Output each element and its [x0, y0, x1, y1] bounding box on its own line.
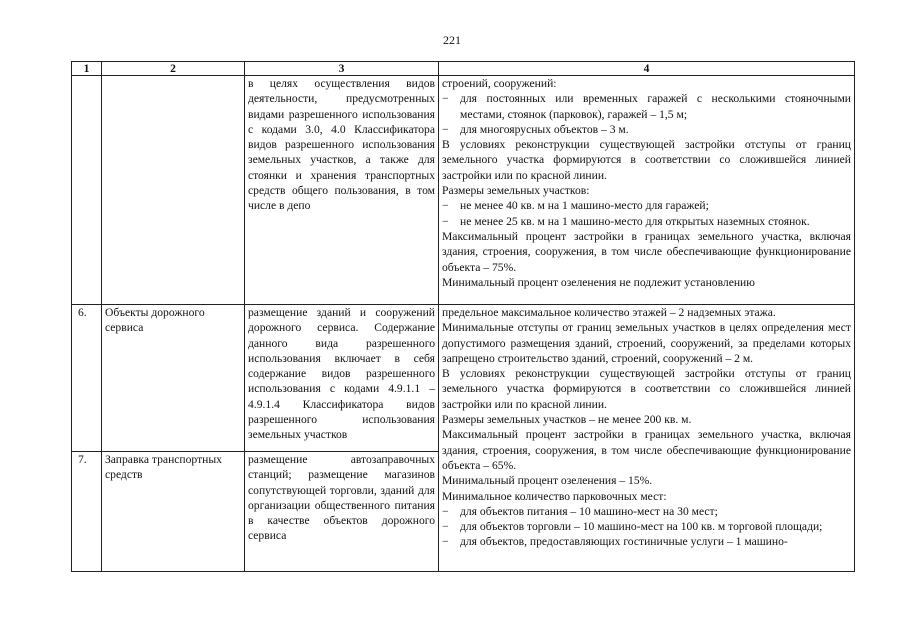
param-paragraph: Минимальный процент озеленения – 15%. — [442, 474, 653, 488]
param-paragraph: Минимальный процент озеленения не подлежит установлению — [442, 275, 755, 289]
dash-bullet-icon: − — [442, 504, 449, 518]
dash-bullet-icon: − — [442, 122, 449, 136]
param-bullet — [442, 519, 851, 534]
column-header-3: 3 — [245, 62, 439, 76]
row-parameters — [439, 76, 855, 305]
column-header-2: 2 — [102, 62, 245, 76]
page-number: 221 — [443, 33, 461, 47]
table-row — [72, 76, 855, 305]
param-bullet-text: для объектов торговли – 10 машино-мест на 100 кв. м торговой площади; — [460, 520, 823, 534]
param-paragraph: В условиях реконструкции существующей застройки отступы от границ земельного участка формируются в соответствии со сложившейся линией застройки или по красной линии. — [442, 138, 851, 182]
param-paragraph: Максимальный процент застройки в границах земельного участка, включая здания, строения, сооружения, в том числе обеспечивающие функционирование объекта – 65%. — [442, 428, 851, 472]
param-bullet — [442, 122, 851, 137]
dash-bullet-icon: − — [442, 92, 449, 106]
param-bullet — [442, 198, 851, 213]
row-number: 7. — [72, 452, 102, 572]
row-name: Заправка транспортных средств — [102, 452, 245, 572]
param-bullet — [442, 534, 851, 549]
param-bullet — [442, 91, 851, 122]
row-description: размещение автозаправочных станций; размещение магазинов сопутствующей торговли, зданий для организации общественного питания в качестве объектов дорожного сервиса — [245, 452, 439, 572]
dash-bullet-icon: − — [442, 520, 449, 534]
dash-bullet-icon: − — [442, 199, 449, 213]
param-paragraph: Максимальный процент застройки в границах земельного участка, включая здания, строения, сооружения, в том числе обеспечивающие функционирование объекта – 75%. — [442, 229, 851, 274]
column-header-4: 4 — [439, 62, 855, 76]
param-paragraph: Минимальные отступы от границ земельных участков в целях определения мест допустимого размещения зданий, строений, сооружений, за пределами которых запрещено строительство зданий, строений, сооружений – 2 м. — [442, 321, 851, 365]
table-row — [72, 305, 855, 452]
dash-bullet-icon: − — [442, 214, 449, 228]
column-header-1: 1 — [72, 62, 102, 76]
param-bullet-text: не менее 25 кв. м на 1 машино-место для открытых наземных стоянок. — [460, 214, 810, 228]
param-bullet — [442, 214, 851, 229]
param-bullet-text: для многоярусных объектов – 3 м. — [460, 122, 629, 136]
param-paragraph: предельное максимальное количество этажей – 2 надземных этажа. — [442, 306, 776, 319]
param-bullet-text: не менее 40 кв. м на 1 машино-место для гаражей; — [460, 199, 709, 213]
param-bullet-text: для постоянных или временных гаражей с несколькими стояночными местами, стоянок (парковок), гаражей – 1,5 м; — [460, 92, 851, 121]
row-name: Объекты дорожного сервиса — [102, 305, 245, 452]
row-number — [72, 76, 102, 305]
zoning-table — [71, 61, 855, 572]
param-bullet-text: для объектов, предоставляющих гостиничные услуги – 1 машино- — [460, 535, 788, 549]
param-paragraph: строений, сооружений: — [442, 77, 557, 90]
row-name — [102, 76, 245, 305]
row-parameters — [439, 305, 855, 572]
param-bullet-text: для объектов питания – 10 машино-мест на 30 мест; — [460, 504, 718, 518]
row-number: 6. — [72, 305, 102, 452]
table-header-row — [72, 62, 855, 76]
param-paragraph: Минимальное количество парковочных мест: — [442, 489, 667, 503]
param-bullet — [442, 504, 851, 519]
param-paragraph: Размеры земельных участков – не менее 200 кв. м. — [442, 413, 692, 427]
dash-bullet-icon: − — [442, 535, 449, 549]
param-paragraph: Размеры земельных участков: — [442, 184, 590, 198]
row-description: в целях осуществления видов деятельности, предусмотренных видами разрешенного использования с кодами 3.0, 4.0 Классификатора видов разрешенного использования земельных участков, а также для стоянки и хранения транспортных средств общего пользования, в том числе в депо — [245, 76, 439, 305]
param-paragraph: В условиях реконструкции существующей застройки отступы от границ земельного участка формируются в соответствии со сложившейся линией застройки или по красной линии. — [442, 367, 851, 411]
row-description: размещение зданий и сооружений дорожного сервиса. Содержание данного вида разрешенного использования включает в себя содержание видов разрешенного использования с кодами 4.9.1.1 – 4.9.1.4 Классификатора видов разрешенного использования земельных участков — [245, 305, 439, 452]
